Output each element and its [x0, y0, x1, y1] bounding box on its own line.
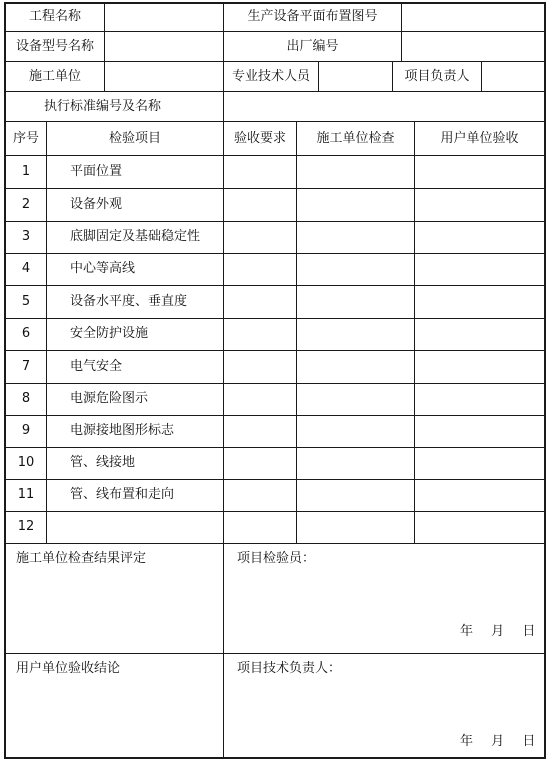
rule-row12	[4, 543, 546, 544]
rule-row8	[4, 415, 546, 416]
row-no: 12	[17, 519, 35, 534]
label-layout-drawing-no: 生产设备平面布置图号	[247, 9, 378, 24]
rule-row2	[4, 221, 546, 222]
date-year: 年	[460, 734, 474, 749]
row-item: 管、线接地	[70, 455, 136, 470]
border-left	[4, 2, 6, 759]
row-item: 电源危险图示	[70, 391, 149, 406]
label-factory-no: 出厂编号	[286, 39, 339, 54]
rule-row4	[4, 285, 546, 286]
date-year: 年	[460, 624, 474, 639]
vrule-header-left	[104, 2, 105, 91]
rule-5	[4, 155, 546, 156]
border-right	[544, 2, 546, 759]
col-header-user-acceptance: 用户单位验收	[440, 131, 519, 146]
label-tech-staff: 专业技术人员	[231, 69, 310, 84]
rule-row10	[4, 479, 546, 480]
label-tech-leader: 项目技术负责人：	[237, 661, 342, 676]
rule-row7	[4, 383, 546, 384]
label-equipment-model: 设备型号名称	[15, 39, 94, 54]
rule-row6	[4, 350, 546, 351]
date-month: 月	[491, 624, 505, 639]
row-item: 底脚固定及基础稳定性	[70, 229, 201, 244]
vrule-tech-staff	[318, 61, 319, 91]
rule-row5	[4, 318, 546, 319]
label-user-conclusion: 用户单位验收结论	[16, 661, 121, 676]
row-no: 7	[21, 359, 31, 374]
col-header-item: 检验项目	[108, 131, 161, 146]
col-header-contractor-check: 施工单位检查	[316, 131, 395, 146]
row-no: 2	[21, 197, 31, 212]
row-no: 1	[21, 164, 31, 179]
row-item: 电气安全	[70, 359, 123, 374]
vrule-mid	[223, 2, 224, 759]
date-tech-leader	[460, 734, 535, 750]
rule-row1	[4, 188, 546, 189]
rule-2	[4, 61, 546, 62]
rule-4	[4, 121, 546, 122]
rule-row3	[4, 253, 546, 254]
border-bottom	[4, 757, 546, 759]
row-item: 电源接地图形标志	[70, 423, 175, 438]
border-top	[4, 2, 546, 4]
row-no: 4	[21, 261, 31, 276]
row-no: 6	[21, 326, 31, 341]
row-no: 9	[21, 423, 31, 438]
label-contractor-result: 施工单位检查结果评定	[16, 551, 147, 566]
label-project-name: 工程名称	[28, 9, 81, 24]
row-item: 中心等高线	[70, 261, 136, 276]
row-no: 3	[21, 229, 31, 244]
date-day: 日	[522, 624, 536, 639]
vrule-top-right	[401, 2, 402, 61]
vrule-no-col	[46, 121, 47, 543]
label-inspector: 项目检验员：	[237, 551, 316, 566]
label-standard: 执行标准编号及名称	[44, 99, 162, 114]
col-header-no: 序号	[12, 131, 39, 146]
rule-3	[4, 91, 546, 92]
row-item: 平面位置	[70, 164, 123, 179]
col-header-requirement: 验收要求	[233, 131, 286, 146]
acceptance-form	[4, 2, 546, 759]
vrule-check-col	[414, 121, 415, 543]
vrule-req-col	[296, 121, 297, 543]
rule-footer	[4, 653, 546, 654]
row-no: 5	[21, 294, 31, 309]
date-month: 月	[491, 734, 505, 749]
row-item: 设备水平度、垂直度	[70, 294, 188, 309]
row-no: 10	[17, 455, 35, 470]
date-inspector	[460, 624, 535, 640]
row-no: 8	[21, 391, 31, 406]
date-day: 日	[522, 734, 536, 749]
vrule-leader-value	[481, 61, 482, 91]
row-item: 设备外观	[70, 197, 123, 212]
rule-1	[4, 31, 546, 32]
label-construction-unit: 施工单位	[28, 69, 81, 84]
row-item: 管、线布置和走向	[70, 487, 175, 502]
row-no: 11	[17, 487, 35, 502]
row-item: 安全防护设施	[70, 326, 149, 341]
rule-row11	[4, 511, 546, 512]
rule-row9	[4, 447, 546, 448]
label-project-leader: 项目负责人	[404, 69, 470, 84]
